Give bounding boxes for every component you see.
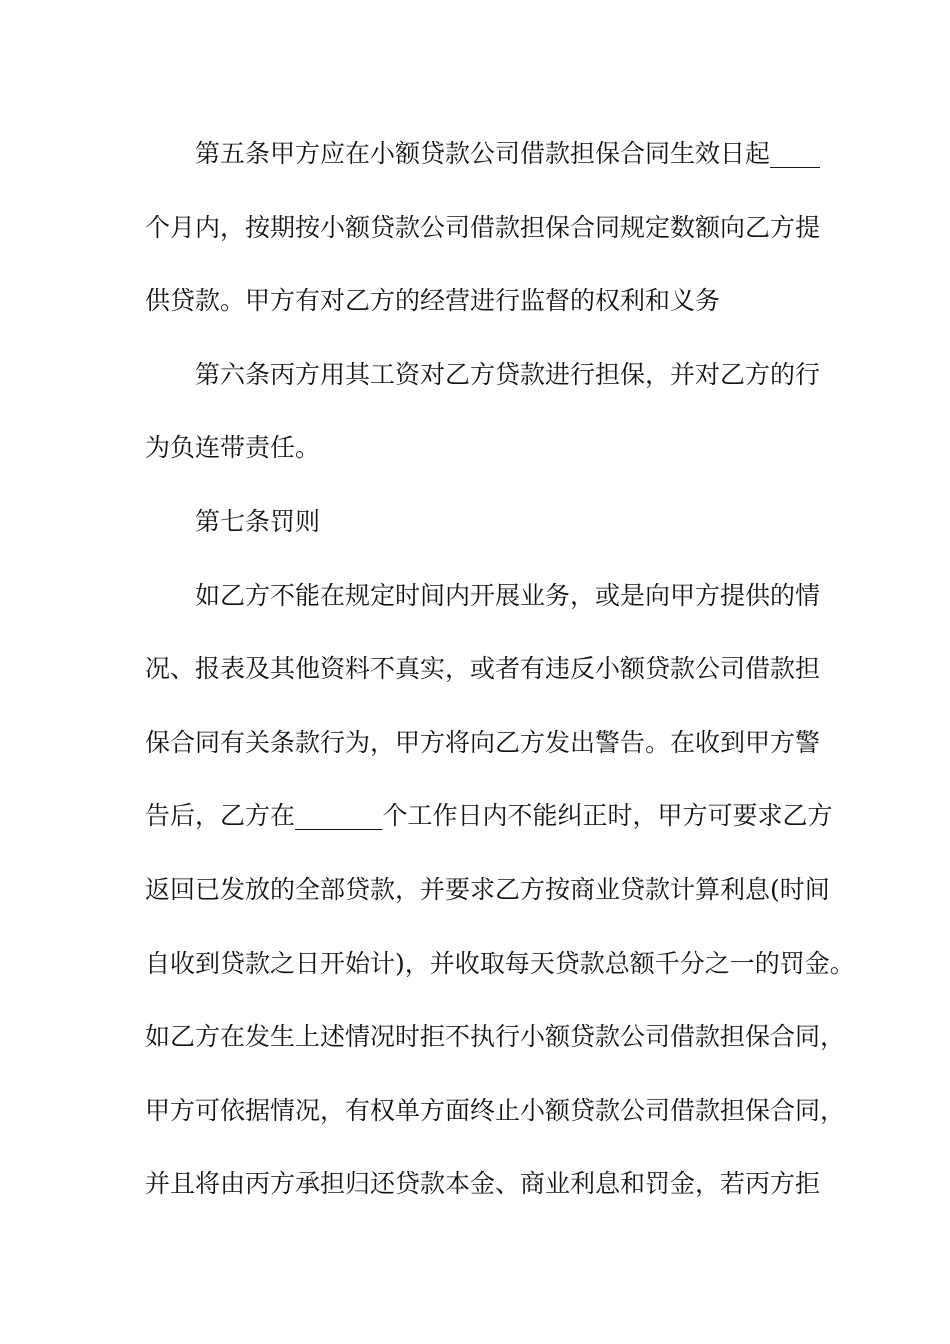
paragraph-line: 甲方可依据情况，有权单方面终止小额贷款公司借款担保合同， <box>145 1095 846 1125</box>
paragraph-line: 况、报表及其他资料不真实，或者有违反小额贷款公司借款担 <box>145 654 821 684</box>
paragraph-line: 并且将由丙方承担归还贷款本金、商业利息和罚金，若丙方拒 <box>145 1169 821 1199</box>
section-heading: 第七条罚则 <box>195 506 321 536</box>
paragraph-line: 保合同有关条款行为，甲方将向乙方发出警告。在收到甲方警 <box>145 727 821 757</box>
paragraph-line: 告后，乙方在_______个工作日内不能纠正时，甲方可要求乙方 <box>145 801 833 831</box>
paragraph-line: 如乙方在发生上述情况时拒不执行小额贷款公司借款担保合同， <box>145 1022 846 1052</box>
paragraph-line: 自收到贷款之日开始计)，并收取每天贷款总额千分之一的罚金。 <box>145 948 855 978</box>
paragraph-line: 为负连带责任。 <box>145 433 321 463</box>
paragraph-line: 第五条甲方应在小额贷款公司借款担保合同生效日起____ <box>195 139 821 168</box>
document-body <box>145 130 855 1234</box>
paragraph-line: 供贷款。甲方有对乙方的经营进行监督的权利和义务 <box>145 286 721 316</box>
paragraph-line: 返回已发放的全部贷款，并要求乙方按商业贷款计算利息(时间 <box>145 874 830 904</box>
paragraph-line: 个月内，按期按小额贷款公司借款担保合同规定数额向乙方提 <box>145 212 821 242</box>
paragraph-line: 如乙方不能在规定时间内开展业务，或是向甲方提供的情 <box>195 580 821 610</box>
paragraph-line: 第六条丙方用其工资对乙方贷款进行担保，并对乙方的行 <box>195 359 821 389</box>
